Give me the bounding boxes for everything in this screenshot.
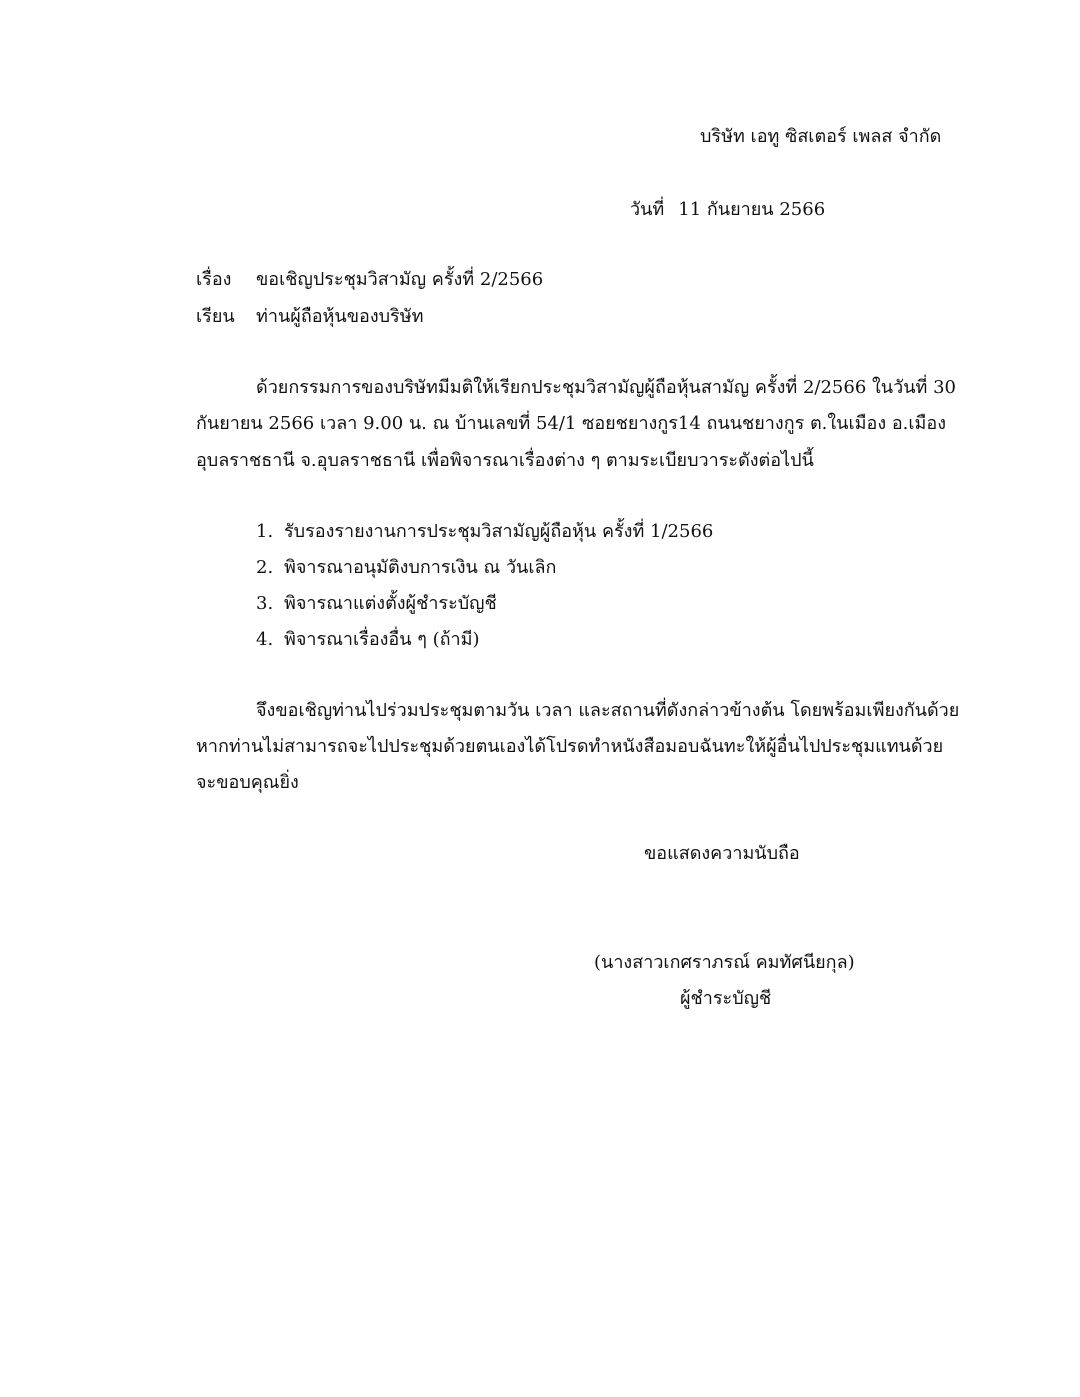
invite-line: จึงขอเชิญท่านไปร่วมประชุมตามวัน เวลา และสถานที่ดังกล่าวข้างต้น โดยพร้อมเพียงกันด้วย [256,700,960,721]
recipient-text: ท่านผู้ถือหุ้นของบริษัท [256,306,424,327]
agenda-number: 3. [256,593,274,614]
signatory-name: (นางสาวเกศราภรณ์ คมทัศนียกุล) [594,952,855,973]
agenda-text: พิจารณาอนุมัติงบการเงิน ณ วันเลิก [284,557,557,578]
agenda-number: 2. [256,557,274,578]
intro-line: อุบลราชธานี จ.อุบลราชธานี เพื่อพิจารณาเรื่องต่าง ๆ ตามระเบียบวาระดังต่อไปนี้ [196,450,814,471]
letter-date [630,198,825,222]
date-value: 11 กันยายน 2566 [678,199,826,220]
company-name: บริษัท เอทู ซิสเตอร์ เพลส จำกัด [700,126,942,147]
signatory-title: ผู้ชำระบัญชี [680,988,772,1009]
invite-line: จะขอบคุณยิ่ง [196,772,299,793]
subject-text: ขอเชิญประชุมวิสามัญ ครั้งที่ 2/2566 [256,269,544,290]
recipient-label: เรียน [196,306,235,327]
agenda-text: รับรองรายงานการประชุมวิสามัญผู้ถือหุ้น ครั้งที่ 1/2566 [284,521,714,542]
intro-line: ด้วยกรรมการของบริษัทมีมติให้เรียกประชุมวิสามัญผู้ถือหุ้นสามัญ ครั้งที่ 2/2566 ในวันที่ 30 [256,377,957,398]
closing-salutation: ขอแสดงความนับถือ [644,843,800,864]
invite-line: หากท่านไม่สามารถจะไปประชุมด้วยตนเองได้โปรดทำหนังสือมอบฉันทะให้ผู้อื่นไปประชุมแทนด้วย [196,736,944,757]
agenda-number: 4. [256,629,274,650]
intro-line: กันยายน 2566 เวลา 9.00 น. ณ บ้านเลขที่ 54/1 ซอยชยางกูร14 ถนนชยางกูร ต.ในเมือง อ.เมือง [196,413,946,434]
agenda-text: พิจารณาแต่งตั้งผู้ชำระบัญชี [284,593,497,614]
date-label: วันที่ [630,199,665,220]
subject-label: เรื่อง [196,269,232,290]
agenda-text: พิจารณาเรื่องอื่น ๆ (ถ้ามี) [284,629,480,650]
agenda-number: 1. [256,521,274,542]
